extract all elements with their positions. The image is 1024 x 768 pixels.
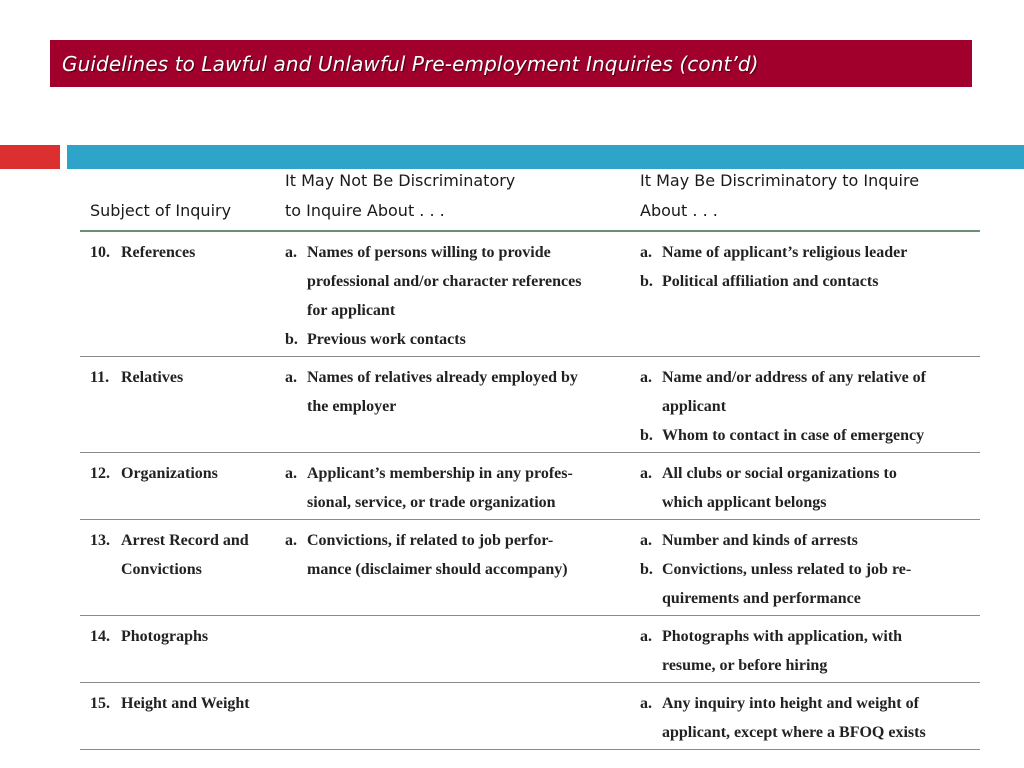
subject bbox=[90, 689, 280, 718]
item-line: which applicant belongs bbox=[662, 494, 827, 511]
table-row bbox=[80, 453, 980, 520]
subject-line: Relatives bbox=[121, 369, 184, 386]
item-text bbox=[662, 526, 858, 555]
table-row bbox=[80, 357, 980, 453]
item-line: applicant bbox=[662, 398, 727, 415]
lawful-cell bbox=[280, 232, 637, 356]
item-line: quirements and performance bbox=[662, 590, 861, 607]
item-text bbox=[662, 622, 902, 680]
unlawful-cell bbox=[637, 453, 980, 519]
lawful-cell bbox=[280, 453, 637, 519]
inquiry-table bbox=[80, 169, 980, 750]
item-text bbox=[307, 325, 466, 354]
table-row bbox=[80, 616, 980, 683]
list-item bbox=[640, 622, 980, 680]
table-row bbox=[80, 520, 980, 616]
unlawful-cell bbox=[637, 357, 980, 452]
subject-line: Photographs bbox=[121, 628, 209, 645]
item-line: Number and kinds of arrests bbox=[662, 532, 858, 549]
lawful-cell bbox=[280, 616, 637, 682]
item-text bbox=[307, 238, 581, 325]
item-letter: a. bbox=[640, 695, 652, 712]
table-body bbox=[80, 232, 980, 750]
list-item bbox=[640, 421, 980, 450]
subject-cell bbox=[80, 357, 280, 452]
unlawful-items bbox=[640, 238, 980, 296]
header-subject: Subject of Inquiry bbox=[90, 201, 232, 220]
lawful-items bbox=[285, 526, 637, 584]
item-line: Previous work contacts bbox=[307, 331, 466, 348]
item-line: the employer bbox=[307, 398, 397, 415]
item-text bbox=[662, 267, 878, 296]
list-item bbox=[285, 325, 637, 354]
unlawful-cell bbox=[637, 232, 980, 356]
item-line: Convictions, unless related to job re- bbox=[662, 561, 912, 578]
subject-line: Convictions bbox=[121, 561, 202, 578]
unlawful-cell bbox=[637, 520, 980, 615]
table-row bbox=[80, 683, 980, 750]
subject-cell bbox=[80, 453, 280, 519]
item-text bbox=[662, 363, 926, 421]
subject-line: Organizations bbox=[121, 465, 218, 482]
list-item bbox=[285, 459, 637, 517]
list-item bbox=[640, 363, 980, 421]
table-header bbox=[80, 169, 980, 232]
subject-text bbox=[121, 526, 249, 584]
subject-cell bbox=[80, 520, 280, 615]
item-letter: a. bbox=[285, 369, 297, 386]
header-not-discriminatory: It May Not Be Discriminatory to Inquire About . . . bbox=[285, 171, 516, 220]
subject bbox=[90, 363, 280, 392]
list-item bbox=[640, 238, 980, 267]
item-number: 10. bbox=[90, 244, 110, 261]
item-letter: a. bbox=[640, 369, 652, 386]
item-text bbox=[662, 689, 926, 747]
subject-line: Height and Weight bbox=[121, 695, 250, 712]
table-row bbox=[80, 232, 980, 357]
subject bbox=[90, 622, 280, 651]
subject-text bbox=[121, 363, 183, 392]
item-line: Any inquiry into height and weight of bbox=[662, 695, 919, 712]
subject bbox=[90, 238, 280, 267]
item-line: for applicant bbox=[307, 302, 396, 319]
lawful-cell bbox=[280, 683, 637, 749]
item-number: 15. bbox=[90, 695, 110, 712]
item-line: mance (disclaimer should accompany) bbox=[307, 561, 568, 578]
item-line: Name of applicant’s religious leader bbox=[662, 244, 908, 261]
item-number: 11. bbox=[90, 369, 110, 386]
list-item bbox=[640, 267, 980, 296]
item-text bbox=[307, 526, 568, 584]
item-text bbox=[662, 555, 911, 613]
subject bbox=[90, 526, 280, 584]
item-number: 12. bbox=[90, 465, 110, 482]
lawful-items bbox=[285, 459, 637, 517]
unlawful-items bbox=[640, 459, 980, 517]
subject-cell bbox=[80, 616, 280, 682]
item-letter: a. bbox=[285, 532, 297, 549]
item-text bbox=[307, 459, 573, 517]
item-text bbox=[307, 363, 578, 421]
lawful-items bbox=[285, 363, 637, 421]
item-number: 14. bbox=[90, 628, 110, 645]
item-letter: b. bbox=[640, 427, 653, 444]
lawful-cell bbox=[280, 520, 637, 615]
subject-line: Arrest Record and bbox=[121, 532, 249, 549]
list-item bbox=[640, 459, 980, 517]
title-bar bbox=[50, 40, 972, 87]
list-item bbox=[640, 689, 980, 747]
unlawful-items bbox=[640, 526, 980, 613]
item-letter: b. bbox=[640, 561, 653, 578]
item-line: All clubs or social organizations to bbox=[662, 465, 897, 482]
slide-title: Guidelines to Lawful and Unlawful Pre-employment Inquiries (cont’d) bbox=[62, 51, 759, 76]
header-discriminatory: It May Be Discriminatory to Inquire About . . . bbox=[640, 171, 920, 220]
item-line: Whom to contact in case of emergency bbox=[662, 427, 925, 444]
item-letter: a. bbox=[640, 532, 652, 549]
item-letter: a. bbox=[285, 244, 297, 261]
item-letter: a. bbox=[640, 628, 652, 645]
item-line: Political affiliation and contacts bbox=[662, 273, 879, 290]
unlawful-cell bbox=[637, 616, 980, 682]
subject-text bbox=[121, 238, 195, 267]
item-line: professional and/or character references bbox=[307, 273, 582, 290]
list-item bbox=[640, 555, 980, 613]
subject-text bbox=[121, 459, 218, 488]
subject-cell bbox=[80, 232, 280, 356]
subject bbox=[90, 459, 280, 488]
item-line: resume, or before hiring bbox=[662, 657, 828, 674]
subject-text bbox=[121, 689, 250, 718]
item-letter: b. bbox=[285, 331, 298, 348]
item-letter: a. bbox=[285, 465, 297, 482]
item-letter: b. bbox=[640, 273, 653, 290]
list-item bbox=[285, 363, 637, 421]
subject-line: References bbox=[121, 244, 196, 261]
list-item bbox=[640, 526, 980, 555]
item-letter: a. bbox=[640, 244, 652, 261]
list-item bbox=[285, 526, 637, 584]
unlawful-items bbox=[640, 622, 980, 680]
item-line: sional, service, or trade organization bbox=[307, 494, 556, 511]
item-text bbox=[662, 459, 897, 517]
unlawful-items bbox=[640, 363, 980, 450]
item-line: Names of persons willing to provide bbox=[307, 244, 551, 261]
item-line: applicant, except where a BFOQ exists bbox=[662, 724, 926, 741]
item-line: Name and/or address of any relative of bbox=[662, 369, 926, 386]
unlawful-items bbox=[640, 689, 980, 747]
subject-cell bbox=[80, 683, 280, 749]
item-line: Convictions, if related to job perfor- bbox=[307, 532, 554, 549]
lawful-items bbox=[285, 238, 637, 354]
item-text bbox=[662, 421, 924, 450]
item-line: Applicant’s membership in any profes- bbox=[307, 465, 573, 482]
lawful-cell bbox=[280, 357, 637, 452]
item-text bbox=[662, 238, 907, 267]
item-line: Names of relatives already employed by bbox=[307, 369, 578, 386]
item-number: 13. bbox=[90, 532, 110, 549]
subject-text bbox=[121, 622, 208, 651]
unlawful-cell bbox=[637, 683, 980, 749]
accent-bar-red bbox=[0, 145, 60, 169]
item-letter: a. bbox=[640, 465, 652, 482]
list-item bbox=[285, 238, 637, 325]
item-line: Photographs with application, with bbox=[662, 628, 903, 645]
